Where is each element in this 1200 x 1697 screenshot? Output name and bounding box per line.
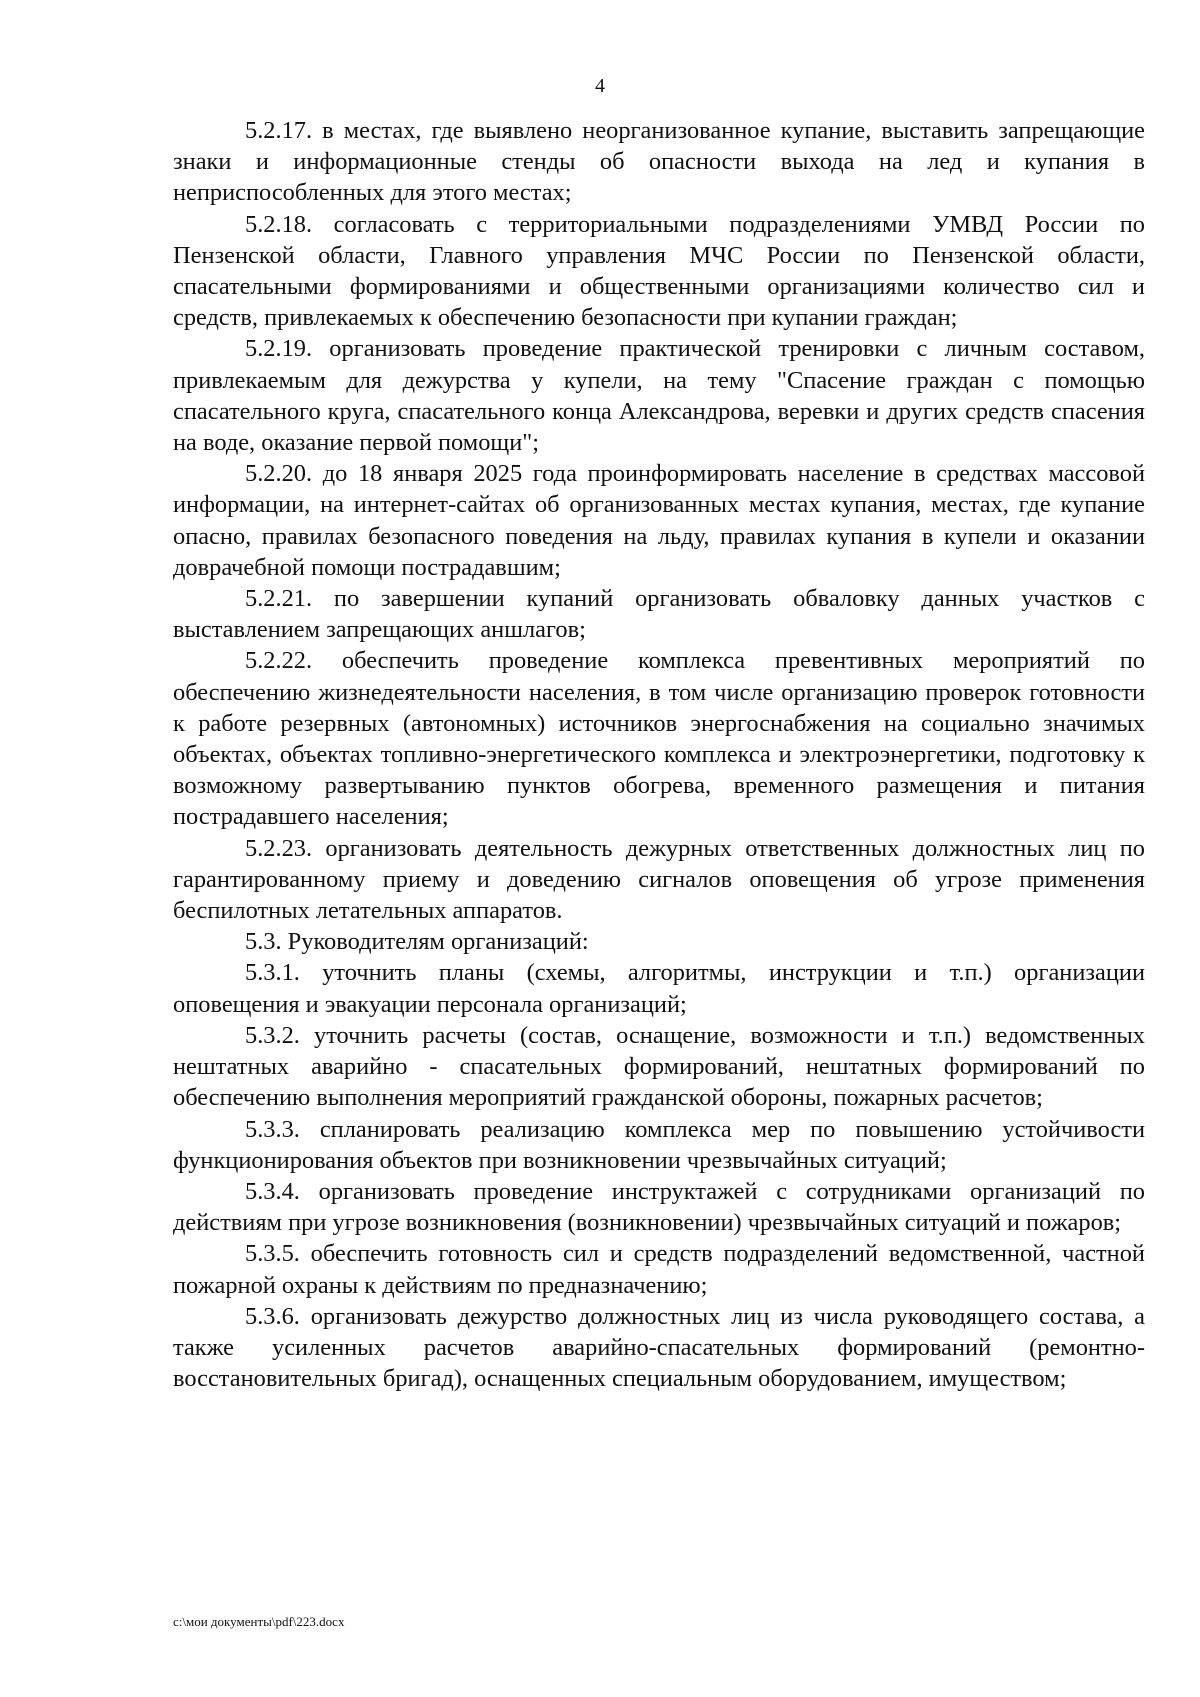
- paragraph-5-3-4: 5.3.4. организовать проведение инструктажей с сотрудниками организаций по действиям при угрозе возникновения (возникновении) чрезвычайных ситуаций и пожаров;: [173, 1177, 1145, 1237]
- paragraph-5-3-3: 5.3.3. спланировать реализацию комплекса мер по повышению устойчивости функционирования объектов при возникновении чрезвычайных ситуаций;: [173, 1115, 1145, 1174]
- paragraph-5-3: 5.3. Руководителям организаций:: [245, 928, 589, 956]
- paragraph-5-2-18: 5.2.18. согласовать с территориальными подразделениями УМВД России по Пензенской области, Главного управления МЧС России по Пензенской области, спасательными формированиями и общественными организациями количество сил и средств, привлекаемых к обеспечению безопасности при купании граждан;: [173, 210, 1145, 332]
- document-body: [173, 115, 1145, 1394]
- paragraph-5-3-5: 5.3.5. обеспечить готовность сил и средств подразделений ведомственной, частной пожарной охраны к действиям по предназначению;: [173, 1240, 1145, 1299]
- footer-file-path: c:\мои документы\pdf\223.docx: [173, 1614, 345, 1629]
- paragraph-5-3-2: 5.3.2. уточнить расчеты (состав, оснащение, возможности и т.п.) ведомственных нештатных аварийно - спасательных формирований, нештатных формирований по обеспечению выполнения мероприятий гражданской обороны, пожарных расчетов;: [173, 1021, 1145, 1112]
- paragraph-5-3-6: 5.3.6. организовать дежурство должностных лиц из числа руководящего состава, а также усиленных расчетов аварийно-спасательных формирований (ремонтно-восстановительных бригад), оснащенных специальным оборудованием, имуществом;: [173, 1302, 1145, 1393]
- paragraph-5-2-19: 5.2.19. организовать проведение практической тренировки с личным составом, привлекаемым для дежурства у купели, на тему "Спасение граждан с помощью спасательного круга, спасательного конца Александрова, веревки и других средств спасения на воде, оказание первой помощи";: [173, 335, 1145, 457]
- paragraph-5-2-17: 5.2.17. в местах, где выявлено неорганизованное купание, выставить запрещающие знаки и информационные стенды об опасности выхода на лед и купания в неприспособленных для этого местах;: [173, 117, 1145, 207]
- paragraph-5-3-1: 5.3.1. уточнить планы (схемы, алгоритмы, инструкции и т.п.) организации оповещения и эвакуации персонала организаций;: [173, 959, 1145, 1018]
- paragraph-5-2-20: 5.2.20. до 18 января 2025 года проинформировать население в средствах массовой информации, на интернет-сайтах об организованных местах купания, местах, где купание опасно, правилах безопасного поведения на льду, правилах купания в купели и оказании доврачебной помощи пострадавшим;: [173, 460, 1145, 581]
- paragraph-5-2-23: 5.2.23. организовать деятельность дежурных ответственных должностных лиц по гарантированному приему и доведению сигналов оповещения об угрозе применения беспилотных летательных аппаратов.: [173, 834, 1145, 925]
- page-number: 4: [595, 75, 605, 97]
- paragraph-5-2-21: 5.2.21. по завершении купаний организовать обваловку данных участков с выставлением запрещающих аншлагов;: [173, 585, 1145, 644]
- paragraph-5-2-22: 5.2.22. обеспечить проведение комплекса превентивных мероприятий по обеспечению жизнедеятельности населения, в том числе организацию проверок готовности к работе резервных (автономных) источников энергоснабжения на социально значимых объектах, объектах топливно-энергетического комплекса и электроэнергетики, подготовку к возможному развертыванию пунктов обогрева, временного размещения и питания пострадавшего населения;: [173, 647, 1145, 831]
